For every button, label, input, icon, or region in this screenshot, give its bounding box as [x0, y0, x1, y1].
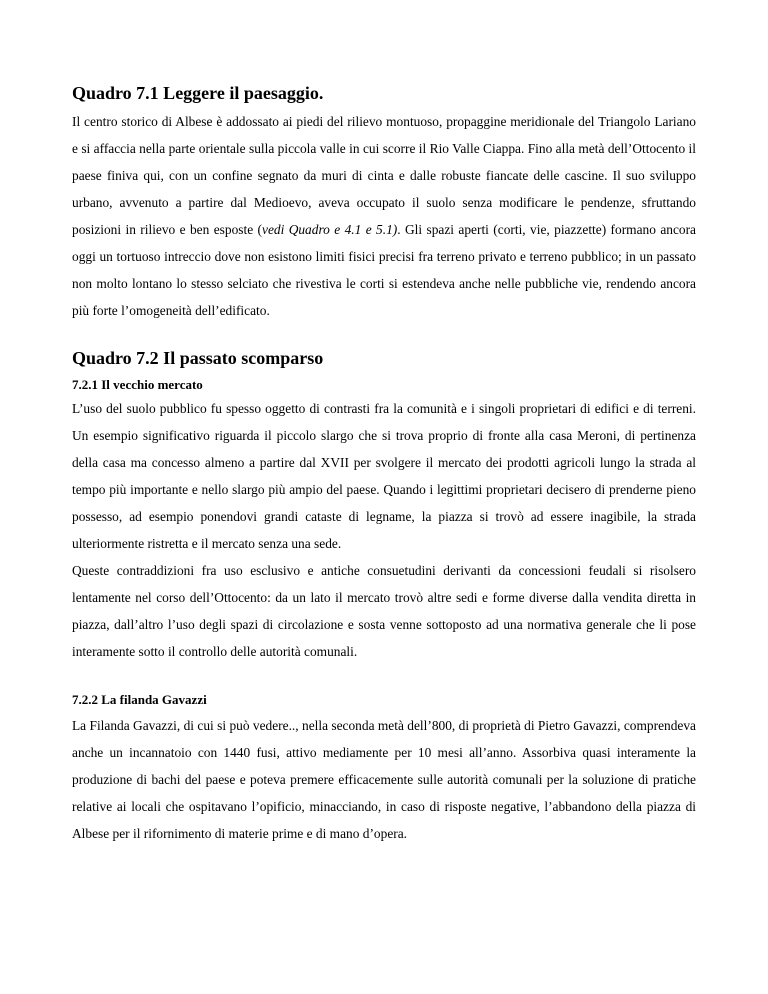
subsection-7-2-1-paragraph-1: L’uso del suolo pubblico fu spesso oggetto di contrasti fra la comunità e i singoli proprietari di edifici e di terreni. Un esempio significativo riguarda il piccolo slargo che si trova proprio di fronte alla casa Meroni, di pertinenza della casa ma concesso almeno a partire dal XVII per svolgere il mercato dei prodotti agricoli lungo la strada al tempo più importante e nello slargo più ampio del paese. Quando i legittimi proprietari decisero di prenderne pieno possesso, ad esempio ponendovi grandi cataste di legname, la piazza si trovò ad essere inagibile, la strada ulteriormente ristretta e il mercato senza una sede. — [72, 401, 696, 551]
section-7-1-paragraph — [72, 108, 696, 324]
section-title-7-1: Quadro 7.1 Leggere il paesaggio. — [72, 83, 324, 103]
cross-reference: vedi Quadro e 4.1 e 5.1) — [262, 222, 398, 237]
section-title-7-2: Quadro 7.2 Il passato scomparso — [72, 348, 324, 368]
subsection-title-7-2-2: 7.2.2 La filanda Gavazzi — [72, 692, 207, 707]
subsection-7-2-2-paragraph-1: La Filanda Gavazzi, di cui si può vedere.., nella seconda metà dell’800, di proprietà di Pietro Gavazzi, comprendeva anche un incannatoio con 1440 fusi, attivo mediamente per 10 mesi all’anno. Assorbiva quasi interamente la produzione di bachi del paese e poteva premere efficacemente sulle autorità comunali per la soluzione di pratiche relative ai locali che ospitavano l’opificio, minacciando, in caso di risposte negative, l’abbandono della piazza di Albese per il rifornimento di materie prime e di mano d’opera. — [72, 718, 696, 841]
document-page — [72, 82, 696, 847]
paragraph-text: . Gli spazi aperti (corti, vie, piazzette) formano ancora oggi un tortuoso intreccio dove non esistono limiti fisici precisi fra terreno privato e terreno pubblico; in un passato non molto lontano lo stesso selciato che rivestiva le corti si estendeva anche nelle pubbliche vie, rendendo ancora più forte l’omogeneità dell’edificato. — [72, 222, 696, 318]
paragraph-text: Il centro storico di Albese è addossato ai piedi del rilievo montuoso, propaggine meridionale del Triangolo Lariano e si affaccia nella parte orientale sulla piccola valle in cui scorre il Rio Valle Ciappa. Fino alla metà dell’Ottocento il paese finiva qui, con un confine segnato da muri di cinta e dalle robuste fiancate delle cascine. Il suo sviluppo urbano, avvenuto a partire dal Medioevo, aveva occupato il suolo senza modificare le pendenze, sfruttando posizioni in rilievo e ben esposte ( — [72, 114, 696, 237]
subsection-title-7-2-1: 7.2.1 Il vecchio mercato — [72, 377, 203, 392]
subsection-7-2-1-paragraph-2: Queste contraddizioni fra uso esclusivo e antiche consuetudini derivanti da concessioni feudali si risolsero lentamente nel corso dell’Ottocento: da un lato il mercato trovò altre sedi e forme diverse dalla vendita diretta in piazza, dall’altro l’uso degli spazi di circolazione e sosta venne sottoposto ad una normativa generale che li pose interamente sotto il controllo delle autorità comunali. — [72, 563, 696, 659]
